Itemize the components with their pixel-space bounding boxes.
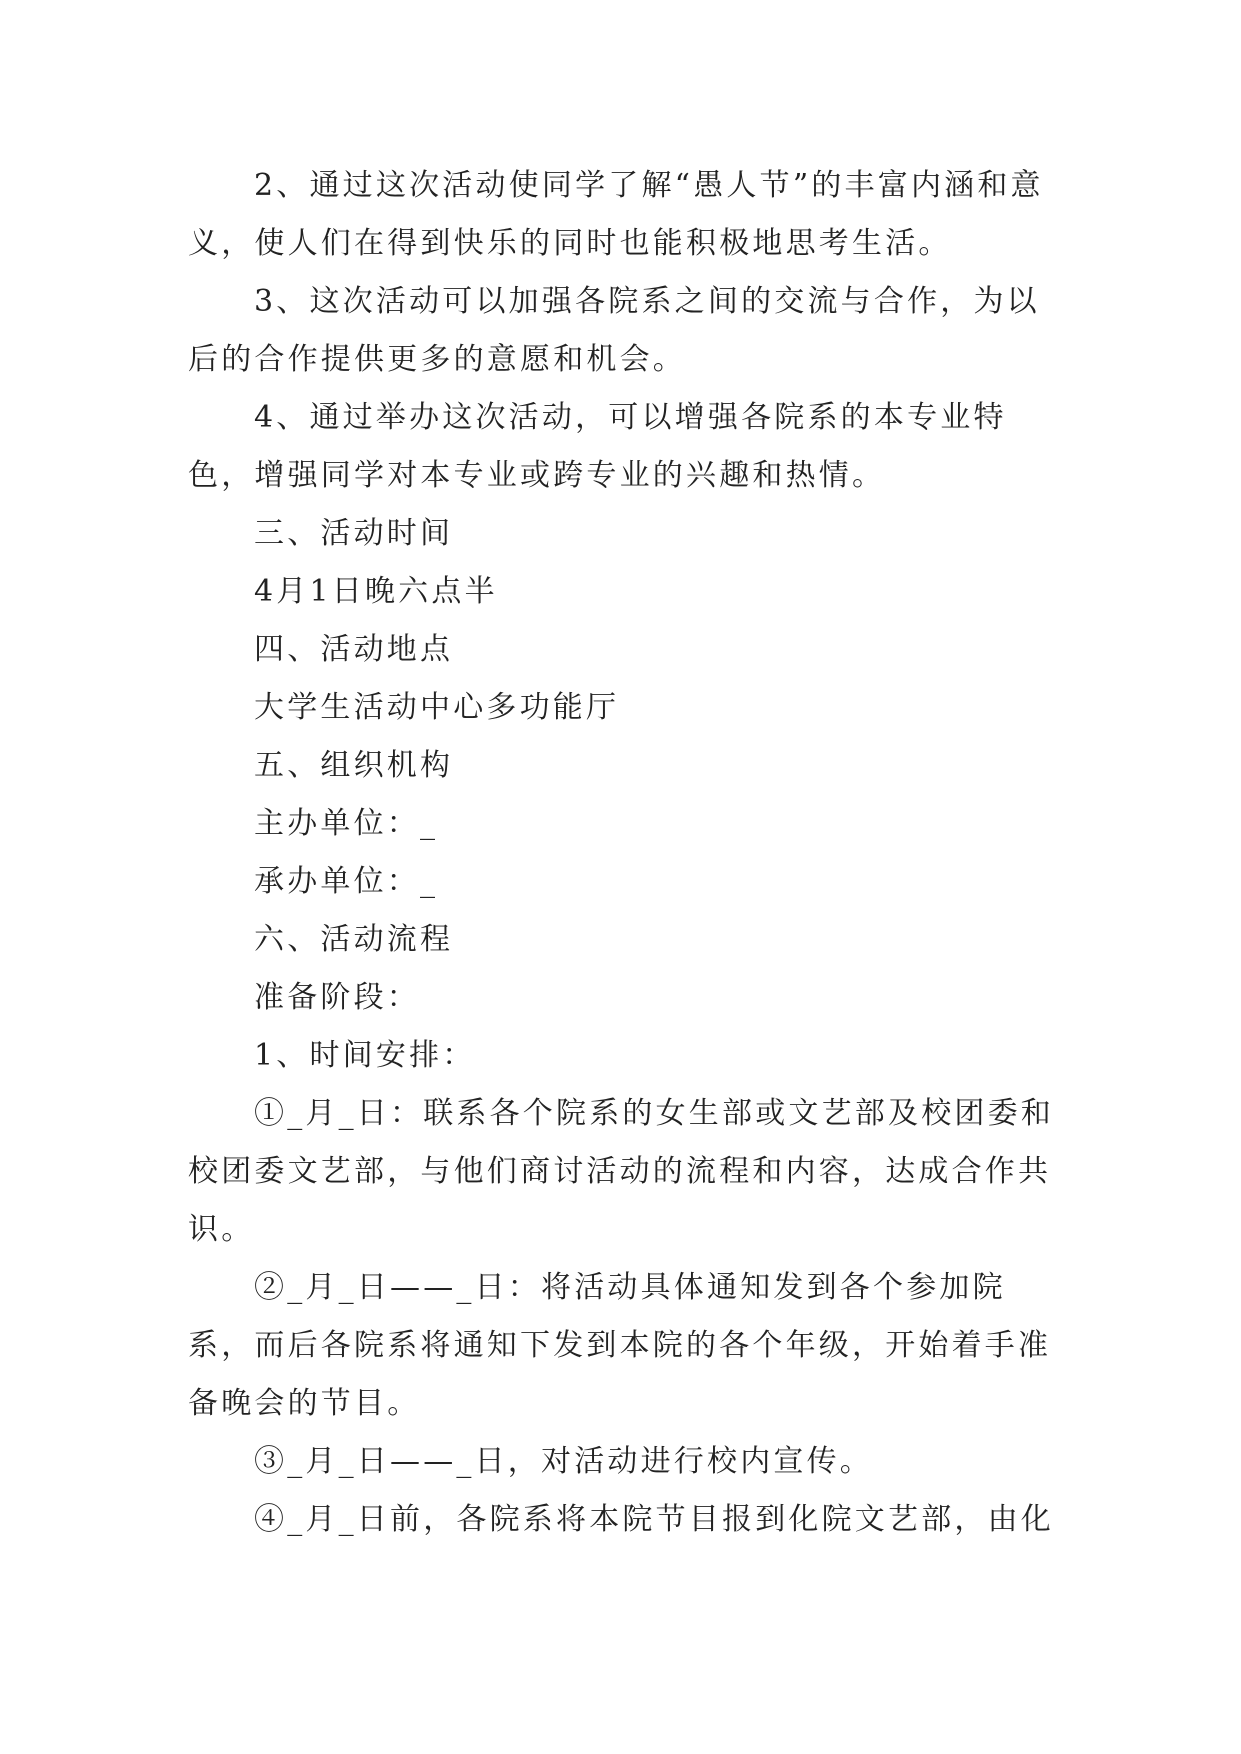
- paragraph-purpose-4: 4、通过举办这次活动，可以增强各院系的本专业特色，增强同学对本专业或跨专业的兴趣和热情。: [188, 400, 1007, 493]
- paragraph-purpose-3: 3、这次活动可以加强各院系之间的交流与合作，为以后的合作提供更多的意愿和机会。: [188, 284, 1040, 377]
- activity-time-value: 4月1日晚六点半: [254, 574, 498, 609]
- preparation-stage-label: 准备阶段：: [254, 980, 420, 1015]
- heading-activity-process: 六、活动流程: [254, 922, 454, 957]
- heading-organization: 五、组织机构: [254, 748, 454, 783]
- paragraph-purpose-2: 2、通过这次活动使同学了解“愚人节”的丰富内涵和意义，使人们在得到快乐的同时也能积极地思考生活。: [188, 168, 1044, 261]
- schedule-item-4: ④_月_日前，各院系将本院节目报到化院文艺部，由化: [254, 1502, 1054, 1537]
- schedule-item-1: ①_月_日：联系各个院系的女生部或文艺部及校团委和校团委文艺部，与他们商讨活动的流程和内容，达成合作共识。: [188, 1096, 1054, 1247]
- heading-activity-time: 三、活动时间: [254, 516, 454, 551]
- heading-activity-location: 四、活动地点: [254, 632, 454, 667]
- document-body: [188, 157, 1068, 1549]
- schedule-item-3: ③_月_日——_日，对活动进行校内宣传。: [254, 1444, 873, 1479]
- activity-location-value: 大学生活动中心多功能厅: [254, 690, 620, 725]
- co-organizer-line: 承办单位：_: [254, 864, 439, 899]
- schedule-item-2: ②_月_日——_日：将活动具体通知发到各个参加院系，而后各院系将通知下发到本院的各个年级，开始着手准备晚会的节目。: [188, 1270, 1052, 1421]
- organizer-line: 主办单位：_: [254, 806, 439, 841]
- schedule-heading: 1、时间安排：: [254, 1038, 476, 1073]
